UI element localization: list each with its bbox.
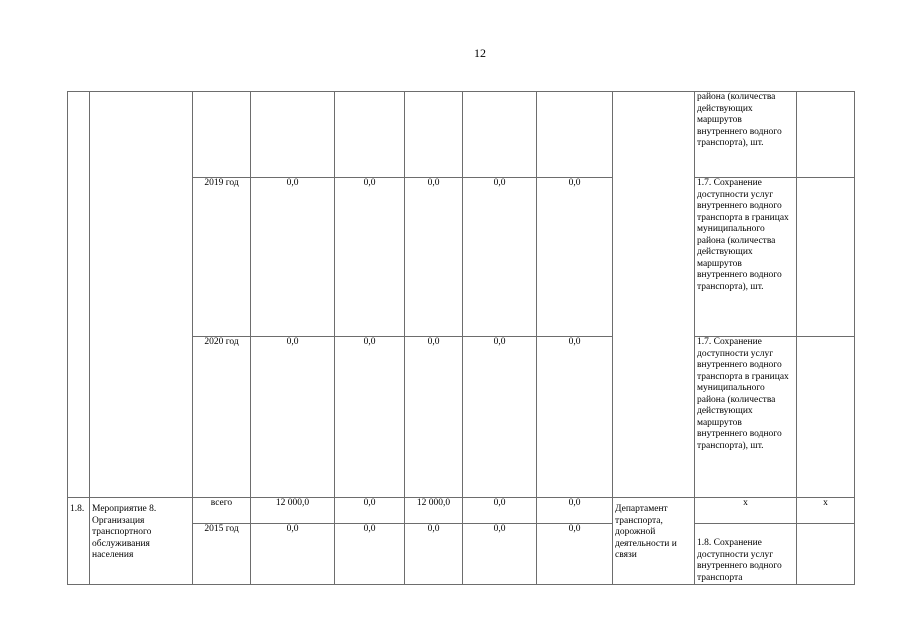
value-cell: 0,0 [335,178,405,337]
year-cell-empty [193,92,251,178]
num-cell-empty [68,92,90,498]
value-cell: 0,0 [405,524,463,585]
target-cell [797,178,855,337]
executor-cell: Департамент транспорта, дорожной деятельности и связи [613,498,695,585]
page-number: 12 [474,46,486,60]
indicator-cell: 1.7. Сохранение доступности услуг внутреннего водного транспорта в границах муниципального района (количества действующих маршрутов внутреннего водного транспорта), шт. [695,337,797,498]
value-cell: 0,0 [251,337,335,498]
indicator-cell: 1.7. Сохранение доступности услуг внутреннего водного транспорта в границах муниципального района (количества действующих маршрутов внутреннего водного транспорта), шт. [695,178,797,337]
table-row [68,498,855,524]
target-cell [797,337,855,498]
name-cell-empty [90,92,193,498]
indicator-cell: района (количества действующих маршрутов внутреннего водного транспорта), шт. [695,92,797,178]
num-cell: 1.8. [68,498,90,585]
value-cell: 0,0 [335,524,405,585]
value-cell: 0,0 [537,524,613,585]
table-row [68,92,855,178]
name-cell: Мероприятие 8. Организация транспортного обслуживания населения [90,498,193,585]
value-cell: 12 000,0 [251,498,335,524]
value-cell: 0,0 [463,337,537,498]
value-cell: 0,0 [537,498,613,524]
value-cell: 0,0 [463,524,537,585]
year-cell: 2015 год [193,524,251,585]
value-cell: 0,0 [251,524,335,585]
value-cell: 0,0 [463,178,537,337]
value-cell: 0,0 [537,178,613,337]
target-cell: х [797,498,855,524]
program-table [67,91,855,585]
indicator-cell: х [695,498,797,524]
value-cell: 12 000,0 [405,498,463,524]
target-cell [797,92,855,178]
value-cell: 0,0 [537,337,613,498]
value-cell: 0,0 [251,178,335,337]
value-cell: 0,0 [463,498,537,524]
value-cell: 0,0 [405,337,463,498]
value-cell: 0,0 [335,498,405,524]
year-cell: всего [193,498,251,524]
target-cell [797,524,855,585]
indicator-cell: 1.8. Сохранение доступности услуг внутреннего водного транспорта [695,524,797,585]
executor-cell-empty [613,92,695,498]
value-cell: 0,0 [335,337,405,498]
value-cell: 0,0 [405,178,463,337]
year-cell: 2020 год [193,337,251,498]
year-cell: 2019 год [193,178,251,337]
